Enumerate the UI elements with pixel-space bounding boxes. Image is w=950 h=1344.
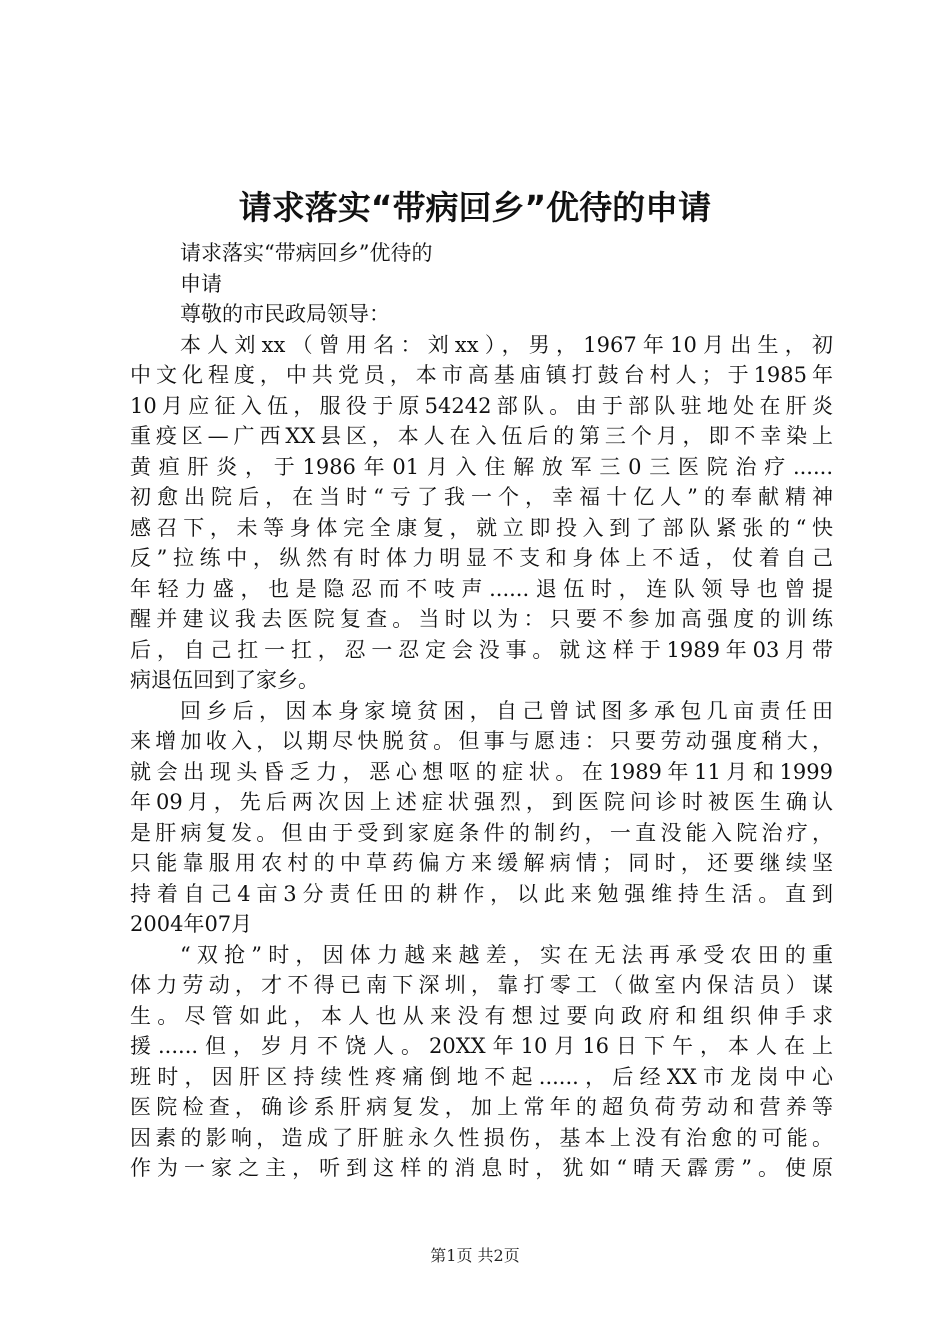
paragraph-line: 黄疸肝炎，于1986年01月入住解放军三0三医院治疗......: [130, 454, 833, 479]
paragraph-line: 2004年07月: [130, 912, 253, 936]
heading-line: 请求落实“带病回乡”优待的: [180, 241, 433, 265]
salutation-line: 尊敬的市民政局领导：: [180, 302, 390, 326]
page-number-footer: 第1页 共2页: [430, 1246, 520, 1265]
paragraph-line: 持着自己4亩3分责任田的耕作，以此来勉强维持生活。直到: [130, 881, 833, 906]
paragraph-line: 来增加收入，以期尽快脱贫。但事与愿违：只要劳动强度稍大，: [130, 729, 833, 753]
paragraph-line: 回乡后，因本身家境贫困，自己曾试图多承包几亩责任田: [180, 698, 833, 723]
paragraph-line: 体力劳动，才不得已南下深圳，靠打零工（做室内保洁员）谋: [130, 973, 833, 997]
paragraph-line: 年09月，先后两次因上述症状强烈，到医院问诊时被医生确认: [130, 790, 833, 814]
paragraph-line: 病退伍回到了家乡。: [130, 668, 319, 692]
paragraph-line: 本人刘xx（曾用名：刘xx），男，1967年10月出生，初: [180, 332, 833, 357]
paragraph-line: 援......但，岁月不饶人。20XX年10月16日下午，本人在上: [130, 1034, 833, 1058]
document-body: [130, 238, 833, 1184]
paragraph-line: 反”拉练中，纵然有时体力明显不支和身体上不适，仗着自己: [130, 546, 833, 570]
paragraph-line: 重疫区—广西XX县区，本人在入伍后的第三个月，即不幸染上: [130, 424, 833, 448]
paragraph-line: 醒并建议我去医院复查。当时以为：只要不参加高强度的训练: [130, 607, 833, 631]
document-title: 请求落实“带病回乡”优待的申请: [238, 188, 712, 227]
paragraph-line: 后，自己扛一扛，忍一忍定会没事。就这样于1989年03月带: [130, 637, 833, 662]
paragraph-line: 医院检查，确诊系肝病复发，加上常年的超负荷劳动和营养等: [130, 1095, 833, 1119]
paragraph-line: 年轻力盛，也是隐忍而不吱声......退伍时，连队领导也曾提: [130, 576, 833, 601]
paragraph-line: 10月应征入伍，服役于原54242部队。由于部队驻地处在肝炎: [130, 393, 833, 418]
paragraph-line: 班时，因肝区持续性疼痛倒地不起......，后经XX市龙岗中心: [130, 1064, 833, 1089]
paragraph-line: 作为一家之主，听到这样的消息时，犹如“晴天霹雳”。使原: [130, 1156, 833, 1180]
paragraph-line: 是肝病复发。但由于受到家庭条件的制约，一直没能入院治疗，: [130, 820, 833, 845]
paragraph-line: 初愈出院后，在当时“亏了我一个，幸福十亿人”的奉献精神: [130, 485, 833, 509]
paragraph-line: “双抢”时，因体力越来越差，实在无法再承受农田的重: [180, 942, 833, 967]
paragraph-line: 因素的影响，造成了肝脏永久性损伤，基本上没有治愈的可能。: [130, 1125, 833, 1150]
paragraph-line: 生。尽管如此，本人也从来没有想过要向政府和组织伸手求: [130, 1003, 833, 1028]
paragraph-line: 就会出现头昏乏力，恶心想呕的症状。在1989年11月和1999: [130, 759, 833, 784]
paragraph-line: 感召下，未等身体完全康复，就立即投入到了部队紧张的“快: [130, 515, 833, 540]
paragraph-line: 只能靠服用农村的中草药偏方来缓解病情；同时，还要继续坚: [130, 851, 833, 875]
heading-line: 申请: [180, 271, 222, 296]
paragraph-line: 中文化程度，中共党员，本市高基庙镇打鼓台村人；于1985年: [130, 363, 833, 387]
